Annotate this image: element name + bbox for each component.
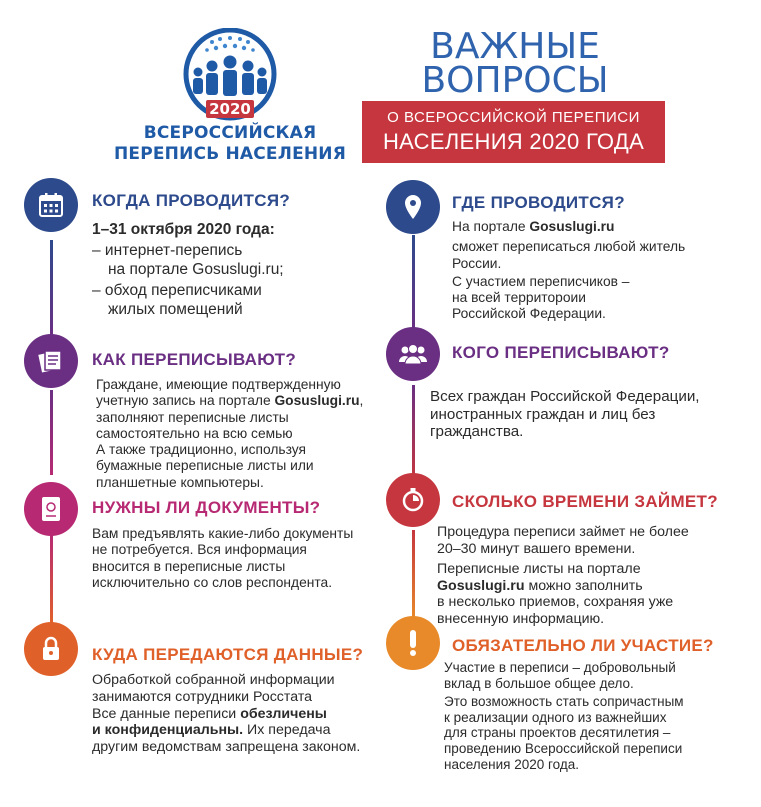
text-line: сможет переписаться любой житель <box>452 239 686 255</box>
passport-icon <box>24 482 78 536</box>
text-line: к реализации одного из важнейших <box>444 709 667 725</box>
text-line: Участие в переписи – добровольный <box>444 660 676 675</box>
logo-line2: ПЕРЕПИСЬ НАСЕЛЕНИЯ <box>113 144 347 164</box>
census-people-icon <box>162 28 298 124</box>
docs-body <box>92 526 353 591</box>
text-line: иностранных граждан и лиц без <box>430 405 656 423</box>
subtitle-banner <box>362 101 665 163</box>
calendar-icon <box>24 178 78 232</box>
text-line: Всех граждан Российской Федерации, <box>430 388 700 405</box>
text-line: На портале <box>452 219 530 234</box>
text-line: , <box>359 393 364 409</box>
text-line: С участием переписчиков – <box>452 273 630 289</box>
text-line: Вам предъявлять какие-либо документы <box>92 526 354 541</box>
text-line: в несколько приемов, сохраняя уже <box>437 594 674 611</box>
text-line: Граждане, имеющие подтвержденную <box>96 377 341 392</box>
text-line: – интернет-перепись <box>92 242 243 259</box>
text-line: самостоятельно на всю семью <box>96 425 293 441</box>
mandatory-title: ОБЯЗАТЕЛЬНО ЛИ УЧАСТИЕ? <box>452 636 714 655</box>
forms-icon <box>24 334 78 388</box>
text-line: гражданства. <box>430 423 524 440</box>
text-line: А также традиционно, используя <box>96 442 306 458</box>
exclamation-icon <box>386 616 440 670</box>
connector-line <box>50 535 53 623</box>
text-line: проведению Всероссийской переписи <box>444 740 683 756</box>
where-title: ГДЕ ПРОВОДИТСЯ? <box>452 193 625 212</box>
when-body <box>92 220 284 319</box>
text-line: планшетные компьютеры. <box>96 474 264 490</box>
census-logo <box>100 28 360 168</box>
emphasis-text: и конфиденциальны. <box>92 722 244 739</box>
group-icon <box>386 327 440 381</box>
text-line: для страны проектов десятилетия – <box>444 725 671 741</box>
portal-link: Gosuslugi.ru <box>437 577 525 594</box>
text-line: вклад в большое общее дело. <box>444 675 634 691</box>
text-line: можно заполнить <box>524 577 643 594</box>
text-line: учетную запись на портале <box>96 393 275 409</box>
text-line: Российской Федерации. <box>452 306 606 322</box>
how-body <box>96 377 363 491</box>
text-line: жилых помещений <box>108 301 243 318</box>
stopwatch-icon <box>386 473 440 527</box>
text-line: Их передача <box>243 722 331 739</box>
text-line: другим ведомствам запрещена законом. <box>92 739 361 756</box>
text-line: на портале Gosuslugi.ru; <box>108 261 284 278</box>
text-line: на всей территороии <box>452 290 586 306</box>
banner-line2: НАСЕЛЕНИЯ 2020 ГОДА <box>382 129 645 154</box>
data-title: КУДА ПЕРЕДАЮТСЯ ДАННЫЕ? <box>92 645 364 664</box>
connector-line <box>412 530 415 620</box>
portal-link: Gosuslugi.ru <box>274 393 360 409</box>
when-date: 1–31 октября 2020 года: <box>92 221 275 238</box>
text-line: 20–30 минут вашего времени. <box>437 540 636 557</box>
portal-link: Gosuslugi.ru <box>529 219 615 234</box>
connector-line <box>412 235 415 330</box>
location-pin-icon <box>386 180 440 234</box>
emphasis-text: обезличены <box>240 705 327 722</box>
banner-line1: О ВСЕРОССИЙСКОЙ ПЕРЕПИСИ <box>387 109 640 126</box>
lock-icon <box>24 622 78 676</box>
title-line2: ВОПРОСЫ <box>421 60 609 101</box>
text-line: не потребуется. Вся информация <box>92 542 307 558</box>
mandatory-body <box>444 660 684 772</box>
when-title: КОГДА ПРОВОДИТСЯ? <box>92 191 291 210</box>
title-line1: ВАЖНЫЕ <box>430 26 600 67</box>
text-line: населения 2020 года. <box>444 756 579 772</box>
connector-line <box>412 385 415 480</box>
text-line: бумажные переписные листы или <box>96 458 314 474</box>
whom-body <box>430 388 700 441</box>
where-body <box>452 219 685 323</box>
page-title <box>385 26 645 101</box>
connector-line <box>50 390 53 475</box>
text-line: внесенную информацию. <box>437 610 605 627</box>
logo-year: 2020 <box>209 100 251 118</box>
text-line: Обработкой собранной информации <box>92 672 335 688</box>
how-title: КАК ПЕРЕПИСЫВАЮТ? <box>92 350 297 369</box>
time-title: СКОЛЬКО ВРЕМЕНИ ЗАЙМЕТ? <box>452 492 718 511</box>
text-line: Переписные листы на портале <box>437 561 641 578</box>
connector-line <box>50 240 53 335</box>
text-line: России. <box>452 255 502 271</box>
text-line: заполняют переписные листы <box>96 409 289 425</box>
text-line: – обход переписчиками <box>92 282 262 299</box>
whom-title: КОГО ПЕРЕПИСЫВАЮТ? <box>452 343 670 362</box>
text-line: занимаются сотрудники Росстата <box>92 688 313 705</box>
text-line: Процедура переписи займет не более <box>437 524 689 540</box>
text-line: вносится в переписные листы <box>92 558 286 574</box>
time-body <box>437 524 689 628</box>
logo-line1: ВСЕРОССИЙСКАЯ <box>143 123 317 143</box>
text-line: исключительно со слов респондента. <box>92 574 333 590</box>
data-body <box>92 672 360 756</box>
text-line: Это возможность стать сопричастным <box>444 694 684 710</box>
docs-title: НУЖНЫ ЛИ ДОКУМЕНТЫ? <box>92 498 321 517</box>
text-line: Все данные переписи <box>92 705 241 722</box>
